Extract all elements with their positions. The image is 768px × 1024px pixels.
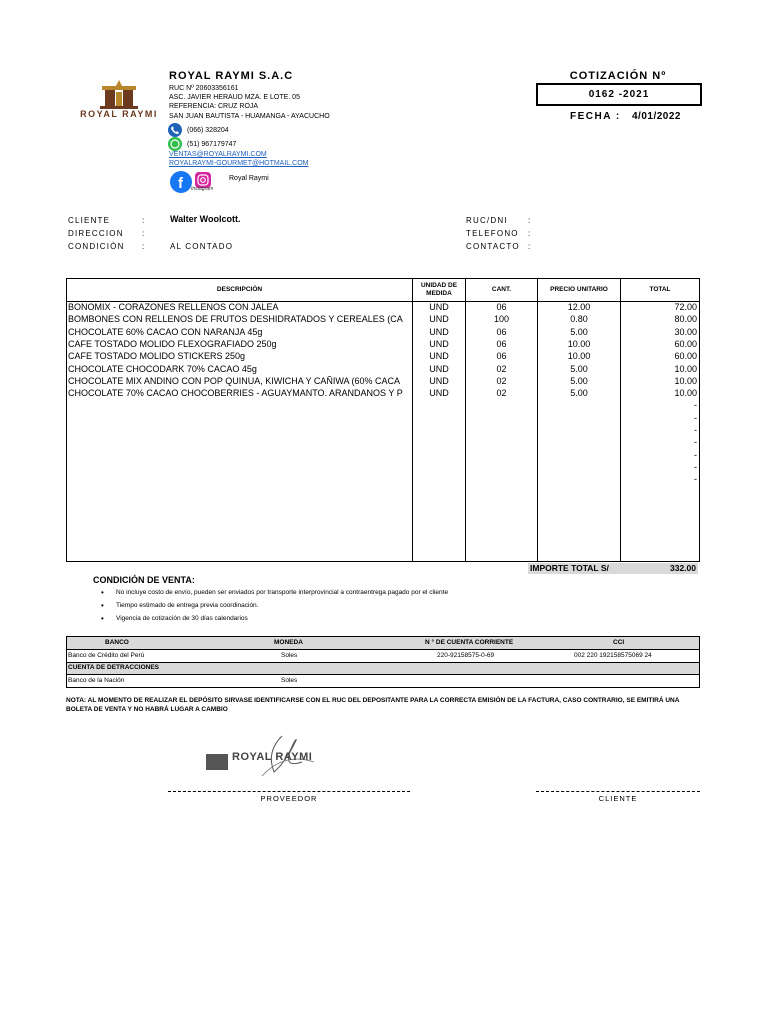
bank-header-row [67, 637, 699, 650]
importe-total-label: IMPORTE TOTAL S/ [530, 563, 609, 573]
cliente-signature-line [536, 791, 700, 792]
cell-desc: CHOCOLATE 70% CACAO CHOCOBERRIES - AGUAYMANTO. ARANDANOS Y P [68, 388, 403, 399]
bank-header-moneda: MONEDA [274, 639, 303, 646]
items-table [66, 278, 700, 562]
cell-total: 72.00 [674, 302, 697, 312]
company-district: SAN JUAN BAUTISTA - HUAMANGA - AYACUCHO [169, 113, 330, 120]
condition-item: • Vigencia de cotización de 30 días calendarios [116, 615, 248, 622]
cell-total: 60.00 [674, 351, 697, 362]
instagram-label: Instagram [191, 186, 214, 192]
company-address: ASC. JAVIER HERAUD MZA. E LOTE. 05 [169, 94, 300, 101]
telefono-colon: : [528, 229, 532, 238]
cell-price: 5.00 [570, 388, 588, 399]
cell-desc: CHOCOLATE 60% CACAO CON NARANJA 45g [68, 326, 263, 337]
cell-total: - [694, 425, 697, 435]
condicion-label: CONDICIÒN [68, 242, 125, 251]
social-name: Royal Raymi [229, 175, 269, 182]
cell-unit: UND [429, 375, 449, 386]
cell-desc: BONOMIX - CORAZONES RELLENOS CON JALEA [68, 302, 279, 312]
bank-currency: Soles [281, 677, 298, 684]
table-row [67, 424, 699, 436]
direccion-colon: : [142, 229, 146, 238]
cell-price: 12.00 [567, 302, 591, 312]
cell-desc: CAFE TOSTADO MOLIDO FLEXOGRAFIADO 250g [68, 338, 277, 349]
detracciones-label: CUENTA DE DETRACCIONES [68, 664, 160, 671]
company-reference: REFERENCIA: CRUZ ROJA [169, 103, 259, 110]
bank-row [67, 650, 699, 663]
table-row [67, 301, 699, 313]
importe-total-bar [528, 563, 698, 574]
condicion-value: AL CONTADO [170, 242, 234, 251]
cell-unit: UND [429, 363, 449, 374]
cell-qty: 06 [496, 351, 507, 362]
bank-row [67, 675, 699, 687]
header-unidad: UNIDAD DE MEDIDA [420, 282, 458, 297]
table-row [67, 375, 699, 387]
cell-total: 30.00 [674, 326, 697, 337]
proveedor-signature-line [168, 791, 410, 792]
cell-total: - [694, 437, 697, 448]
cell-price: 5.00 [570, 363, 588, 374]
company-name: ROYAL RAYMI S.A.C [169, 70, 294, 82]
cell-total: - [694, 449, 697, 460]
bank-name: Banco de Crédito del Perú [68, 652, 145, 659]
cell-total: 10.00 [674, 375, 697, 386]
phone-number: (066) 328204 [187, 126, 229, 134]
bank-header-banco: BANCO [105, 639, 129, 646]
cell-total: - [694, 412, 697, 423]
condition-item: • No incluye costo de envío, pueden ser enviados por transporte interprovincial a contraentrega pagado por el cliente [116, 589, 448, 596]
contacto-colon: : [528, 242, 532, 251]
email-gourmet-link[interactable]: ROYALRAYMI-GOURMET@HOTMAIL.COM [169, 160, 309, 167]
table-row [67, 449, 699, 461]
cell-unit: UND [429, 302, 449, 312]
importe-total-value: 332.00 [670, 563, 696, 573]
cell-desc: CHOCOLATE CHOCODARK 70% CACAO 45g [68, 363, 257, 374]
table-row [67, 313, 699, 325]
quote-title: COTIZACIÓN Nº [569, 70, 667, 82]
cell-qty: 02 [496, 363, 507, 374]
header-precio: PRECIO UNITARIO [550, 286, 608, 293]
cell-total: - [694, 400, 697, 411]
svg-text:f: f [178, 175, 183, 192]
whatsapp-icon [168, 137, 182, 151]
table-row [67, 399, 699, 411]
cell-qty: 06 [496, 338, 507, 349]
cell-total: - [694, 461, 697, 472]
cliente-label: CLIENTE [598, 794, 638, 803]
conditions-title: CONDICIÓN DE VENTA: [93, 575, 195, 585]
cell-unit: UND [429, 351, 449, 362]
table-row [67, 387, 699, 399]
cell-total: 60.00 [674, 338, 697, 349]
date-value: 4/01/2022 [632, 111, 681, 122]
cell-price: 10.00 [567, 351, 591, 362]
cell-qty: 02 [496, 388, 507, 399]
ruc-label: RUC/DNI [466, 216, 508, 225]
cell-total: 10.00 [674, 363, 697, 374]
detracciones-row [67, 663, 699, 675]
bank-header-cuenta: N ° DE CUENTA CORRIENTE [425, 639, 514, 646]
cell-unit: UND [429, 388, 449, 399]
cell-total: 80.00 [674, 314, 697, 325]
facebook-icon[interactable] [170, 171, 192, 193]
header-total: TOTAL [649, 286, 671, 293]
cell-unit: UND [429, 314, 449, 325]
cell-total: - [694, 474, 697, 485]
phone-icon [168, 123, 182, 137]
table-row [67, 363, 699, 375]
quote-number: 0162 -2021 [536, 83, 702, 106]
cliente-label: CLIENTE [68, 216, 111, 225]
table-row [67, 461, 699, 473]
table-row [67, 436, 699, 448]
deposit-note: NOTA: AL MOMENTO DE REALIZAR EL DEPÓSITO SIRVASE IDENTIFICARSE CON EL RUC DEL DEPOSITANTE PARA LA CORRECTA EMISIÓN DE LA FACTURA, CASO CONTRARIO, SE EMITIRÁ UNA BOLETA DE VENTA Y NO HABRÁ LUGAR A CAMBIO [66, 697, 680, 713]
ruc-colon: : [528, 216, 532, 225]
cell-price: 5.00 [570, 326, 588, 337]
whatsapp-row [168, 137, 236, 151]
stamp-text: ROYAL RAYMI [232, 751, 313, 763]
cell-desc: CHOCOLATE MIX ANDINO CON POP QUINUA, KIWICHA Y CAÑIWA (60% CACA [68, 375, 401, 386]
table-row [67, 412, 699, 424]
bank-account: 220-92158575-0-69 [437, 652, 495, 659]
phone-row [168, 123, 229, 137]
condicion-colon: : [142, 242, 146, 251]
cliente-value: Walter Woolcott. [170, 214, 241, 224]
contacto-label: CONTACTO [466, 242, 520, 251]
bank-name: Banco de la Nación [68, 677, 125, 684]
cell-price: 10.00 [567, 338, 591, 349]
cell-qty: 100 [493, 314, 510, 325]
date-label: FECHA : [570, 111, 621, 122]
table-row [67, 338, 699, 350]
cell-desc: CAFE TOSTADO MOLIDO STICKERS 250g [68, 351, 246, 362]
bank-table [66, 636, 700, 688]
cell-qty: 06 [496, 302, 507, 312]
cell-unit: UND [429, 326, 449, 337]
telefono-label: TELEFONO [466, 229, 519, 238]
table-row [67, 350, 699, 362]
bank-cci: 002 220 192158575069 24 [574, 652, 652, 659]
header-cant: CANT. [491, 286, 512, 293]
cell-desc: BOMBONES CON RELLENOS DE FRUTOS DESHIDRATADOS Y CEREALES (CA [68, 314, 403, 325]
email-ventas-link[interactable]: VENTAS@ROYALRAYMI.COM [169, 151, 267, 158]
direccion-label: DIRECCION [68, 229, 124, 238]
cliente-colon: : [142, 216, 146, 225]
proveedor-label: PROVEEDOR [260, 794, 318, 803]
whatsapp-number: (51) 967179747 [187, 140, 237, 148]
cell-qty: 06 [496, 326, 507, 337]
bank-currency: Soles [281, 652, 298, 659]
bank-header-cci: CCI [613, 639, 625, 646]
company-ruc: RUC Nº 20603356161 [169, 85, 239, 92]
cell-total: 10.00 [674, 388, 697, 399]
table-row [67, 326, 699, 338]
cell-qty: 02 [496, 375, 507, 386]
condition-item: • Tiempo estimado de entrega previa coordinación. [116, 602, 258, 609]
cell-unit: UND [429, 338, 449, 349]
cell-price: 5.00 [570, 375, 588, 386]
cell-price: 0.80 [570, 314, 588, 325]
header-descripcion: DESCRIPCIÓN [216, 286, 263, 293]
logo-text: ROYAL RAYMI [80, 109, 158, 119]
table-row [67, 473, 699, 485]
